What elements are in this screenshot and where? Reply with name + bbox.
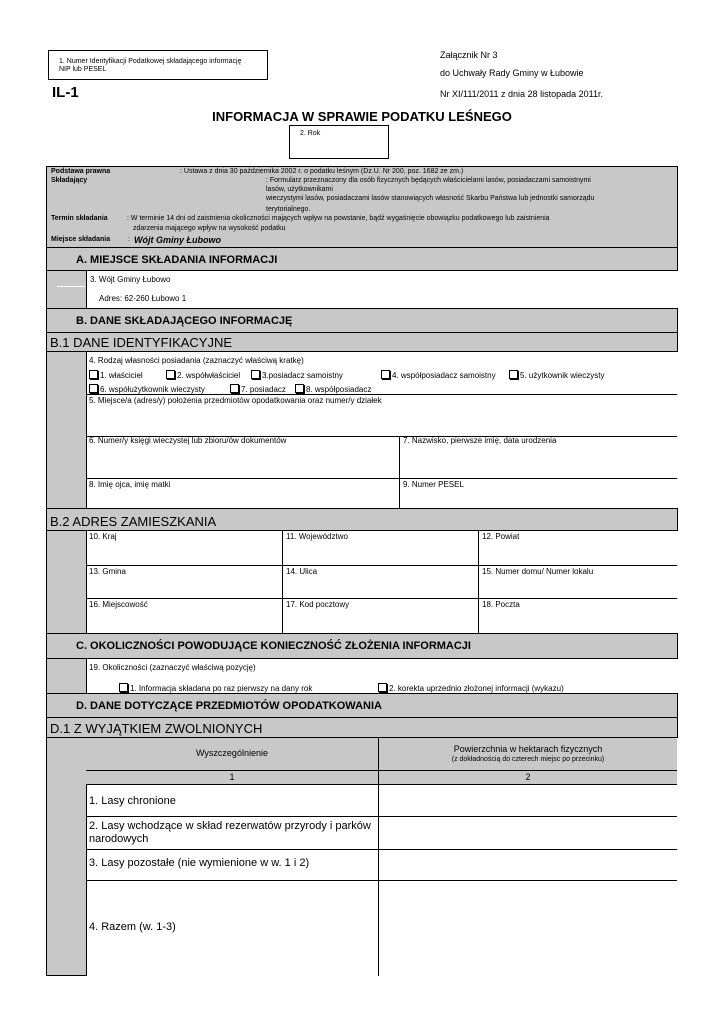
kw-label: 6. Numer/y księgi wieczystej lub zbioru/ów dokumentów: [89, 436, 287, 445]
postcode-label: 17. Kod pocztowy: [286, 600, 350, 609]
ownership-opt-5[interactable]: [509, 370, 604, 381]
resolution-label: do Uchwały Rady Gminy w Łubowie: [440, 68, 584, 78]
ownership-opt-5-label: 5. użytkownik wieczysty: [520, 371, 605, 380]
submitter-text-3: wieczystymi lasów, posiadaczami lasów stanowiących własność Skarbu Państwa lub jednostki samorządu: [266, 195, 595, 202]
section-c-title: C. OKOLICZNOŚCI POWODUJĄCE KONIECZNOŚĆ ZŁOŻENIA INFORMACJI: [76, 640, 471, 652]
city-label: 16. Miejscowość: [89, 600, 148, 609]
house-label: 15. Numer domu/ Numer lokalu: [482, 567, 594, 576]
form-code: IL-1: [52, 84, 79, 101]
ownership-opt-8-label: 8. współposiadacz: [306, 385, 372, 394]
section-b-title: B. DANE SKŁADAJĄCEGO INFORMACJĘ: [76, 315, 293, 327]
checkbox-icon[interactable]: [509, 370, 518, 379]
checkbox-icon[interactable]: [89, 370, 98, 379]
deadline-text-1: : W terminie 14 dni od zaistnienia okoliczności mających wpływ na powstanie, bądź wygaśnięcie obowiązku podatkowego lub zaistnienia: [127, 215, 550, 222]
col1-number: 1: [229, 772, 235, 782]
office-name: 3. Wójt Gminy Łubowo: [90, 275, 171, 284]
ownership-opt-2[interactable]: [166, 370, 240, 381]
year-box[interactable]: [289, 125, 389, 159]
ownership-opt-3-label: 3.posiadacz samoistny: [262, 371, 343, 380]
row-4-value[interactable]: [379, 881, 677, 975]
row-1-value[interactable]: [379, 785, 677, 816]
ownership-opt-7-label: 7. posiadacz: [241, 385, 286, 394]
submitter-label: Składający: [51, 177, 88, 184]
ownership-opt-4-label: 4. współposiadacz samoistny: [392, 371, 496, 380]
ownership-opt-1[interactable]: [89, 370, 143, 381]
place-separator: :: [128, 236, 130, 243]
row-1-label: 1. Lasy chronione: [89, 795, 176, 807]
col2-number: 2: [525, 772, 531, 782]
attachment-label: Załącznik Nr 3: [440, 50, 498, 60]
checkbox-icon[interactable]: [378, 683, 387, 692]
section-b1-title: B.1 DANE IDENTYFIKACYJNE: [50, 335, 233, 350]
ownership-opt-3[interactable]: [251, 370, 343, 381]
pesel-label: 9. Numer PESEL: [403, 480, 464, 489]
commune-label: 13. Gmina: [89, 567, 126, 576]
ownership-opt-1-label: 1. właściciel: [100, 371, 143, 380]
resolution-number: Nr XI/111/2011 z dnia 28 listopada 2011r.: [440, 89, 603, 99]
circumstance-opt-1-label: 1. Informacja składana po raz pierwszy na dany rok: [130, 684, 313, 693]
row-2-value[interactable]: [379, 817, 677, 849]
place-text: Wójt Gminy Łubowo: [134, 235, 221, 245]
basis-label: Podstawa prawna: [51, 168, 111, 175]
row-3-label: 3. Lasy pozostałe (nie wymienione w w. 1 i 2): [89, 857, 310, 869]
checkbox-icon[interactable]: [230, 384, 239, 393]
row-4-label: 4. Razem (w. 1-3): [89, 921, 176, 933]
col2-subheader: (z dokładnością do czterech miejsc po przecinku): [451, 756, 605, 763]
year-label: 2. Rok: [300, 130, 321, 137]
submitter-text-1: : Formularz przeznaczony dla osób fizycznych będących właścicielami lasów, posiadaczami samoistnymi: [266, 177, 591, 184]
checkbox-icon[interactable]: [119, 683, 128, 692]
post-label: 18. Poczta: [482, 600, 520, 609]
country-label: 10. Kraj: [89, 532, 117, 541]
section-d-title: D. DANE DOTYCZĄCE PRZEDMIOTÓW OPODATKOWANIA: [76, 700, 382, 712]
name-label: 7. Nazwisko, pierwsze imię, data urodzenia: [403, 436, 557, 445]
place-label: Miejsce składania: [51, 236, 111, 243]
parents-label: 8. Imię ojca, imię matki: [89, 480, 171, 489]
page-title: INFORMACJA W SPRAWIE PODATKU LEŚNEGO: [212, 109, 512, 124]
nip-box[interactable]: [48, 50, 268, 80]
district-label: 12. Powiat: [482, 532, 520, 541]
submitter-text-2: lasów, użytkownikami: [266, 186, 333, 193]
ownership-opt-2-label: 2. współwłaściciel: [177, 371, 241, 380]
section-d1-title: D.1 Z WYJĄTKIEM ZWOLNIONYCH: [50, 721, 263, 736]
deadline-text-2: zdarzenia mającego wpływ na wysokość podatku: [133, 225, 286, 232]
section-a-title: A. MIEJSCE SKŁADANIA INFORMACJI: [76, 254, 278, 266]
ownership-label: 4. Rodzaj własności posiadania (zaznaczyć właściwą kratkę): [89, 356, 304, 365]
basis-text: : Ustawa z dnia 30 października 2002 r. o podatku leśnym (Dz.U. Nr 200, poz. 1682 ze zm.): [180, 168, 464, 175]
checkbox-icon[interactable]: [89, 384, 98, 393]
office-address: Adres: 62-260 Łubowo 1: [99, 294, 187, 303]
deadline-label: Termin składania: [51, 215, 108, 222]
row-2-label-line-1: 2. Lasy wchodzące w skład rezerwatów przyrody i parków: [89, 820, 371, 832]
row-3-value[interactable]: [379, 850, 677, 880]
row-2-label-line-2: narodowych: [89, 833, 149, 845]
checkbox-icon[interactable]: [251, 370, 260, 379]
ownership-opt-6-label: 6. współużytkownik wieczysty: [100, 385, 205, 394]
street-label: 14. Ulica: [286, 567, 318, 576]
checkbox-icon[interactable]: [166, 370, 175, 379]
circumstances-label: 19. Okoliczności (zaznaczyć właściwą pozycję): [89, 663, 256, 672]
section-b2-title: B.2 ADRES ZAMIESZKANIA: [50, 514, 217, 529]
row-2-label: [89, 820, 371, 846]
section-b2-box: [86, 531, 678, 633]
col2-header: Powierzchnia w hektarach fizycznych: [453, 744, 603, 754]
checkbox-icon[interactable]: [381, 370, 390, 379]
col1-header: Wyszczególnienie: [196, 748, 268, 758]
nip-label: 1. Numer Identyfikacji Podatkowej składającego informację: [59, 58, 242, 65]
circumstance-opt-2-label: 2. korekta uprzednio złożonej informacji (wykazu): [389, 684, 564, 693]
voivodeship-label: 11. Województwo: [286, 532, 348, 541]
checkbox-icon[interactable]: [295, 384, 304, 393]
ownership-opt-4[interactable]: [381, 370, 496, 381]
submitter-text-4: terytorialnego.: [266, 206, 311, 213]
nip-label-2: NIP lub PESEL: [59, 66, 107, 73]
location-label: 5. Miejsce/a (adres/y) położenia przedmiotów opodatkowania oraz numer/y działek: [89, 396, 382, 405]
